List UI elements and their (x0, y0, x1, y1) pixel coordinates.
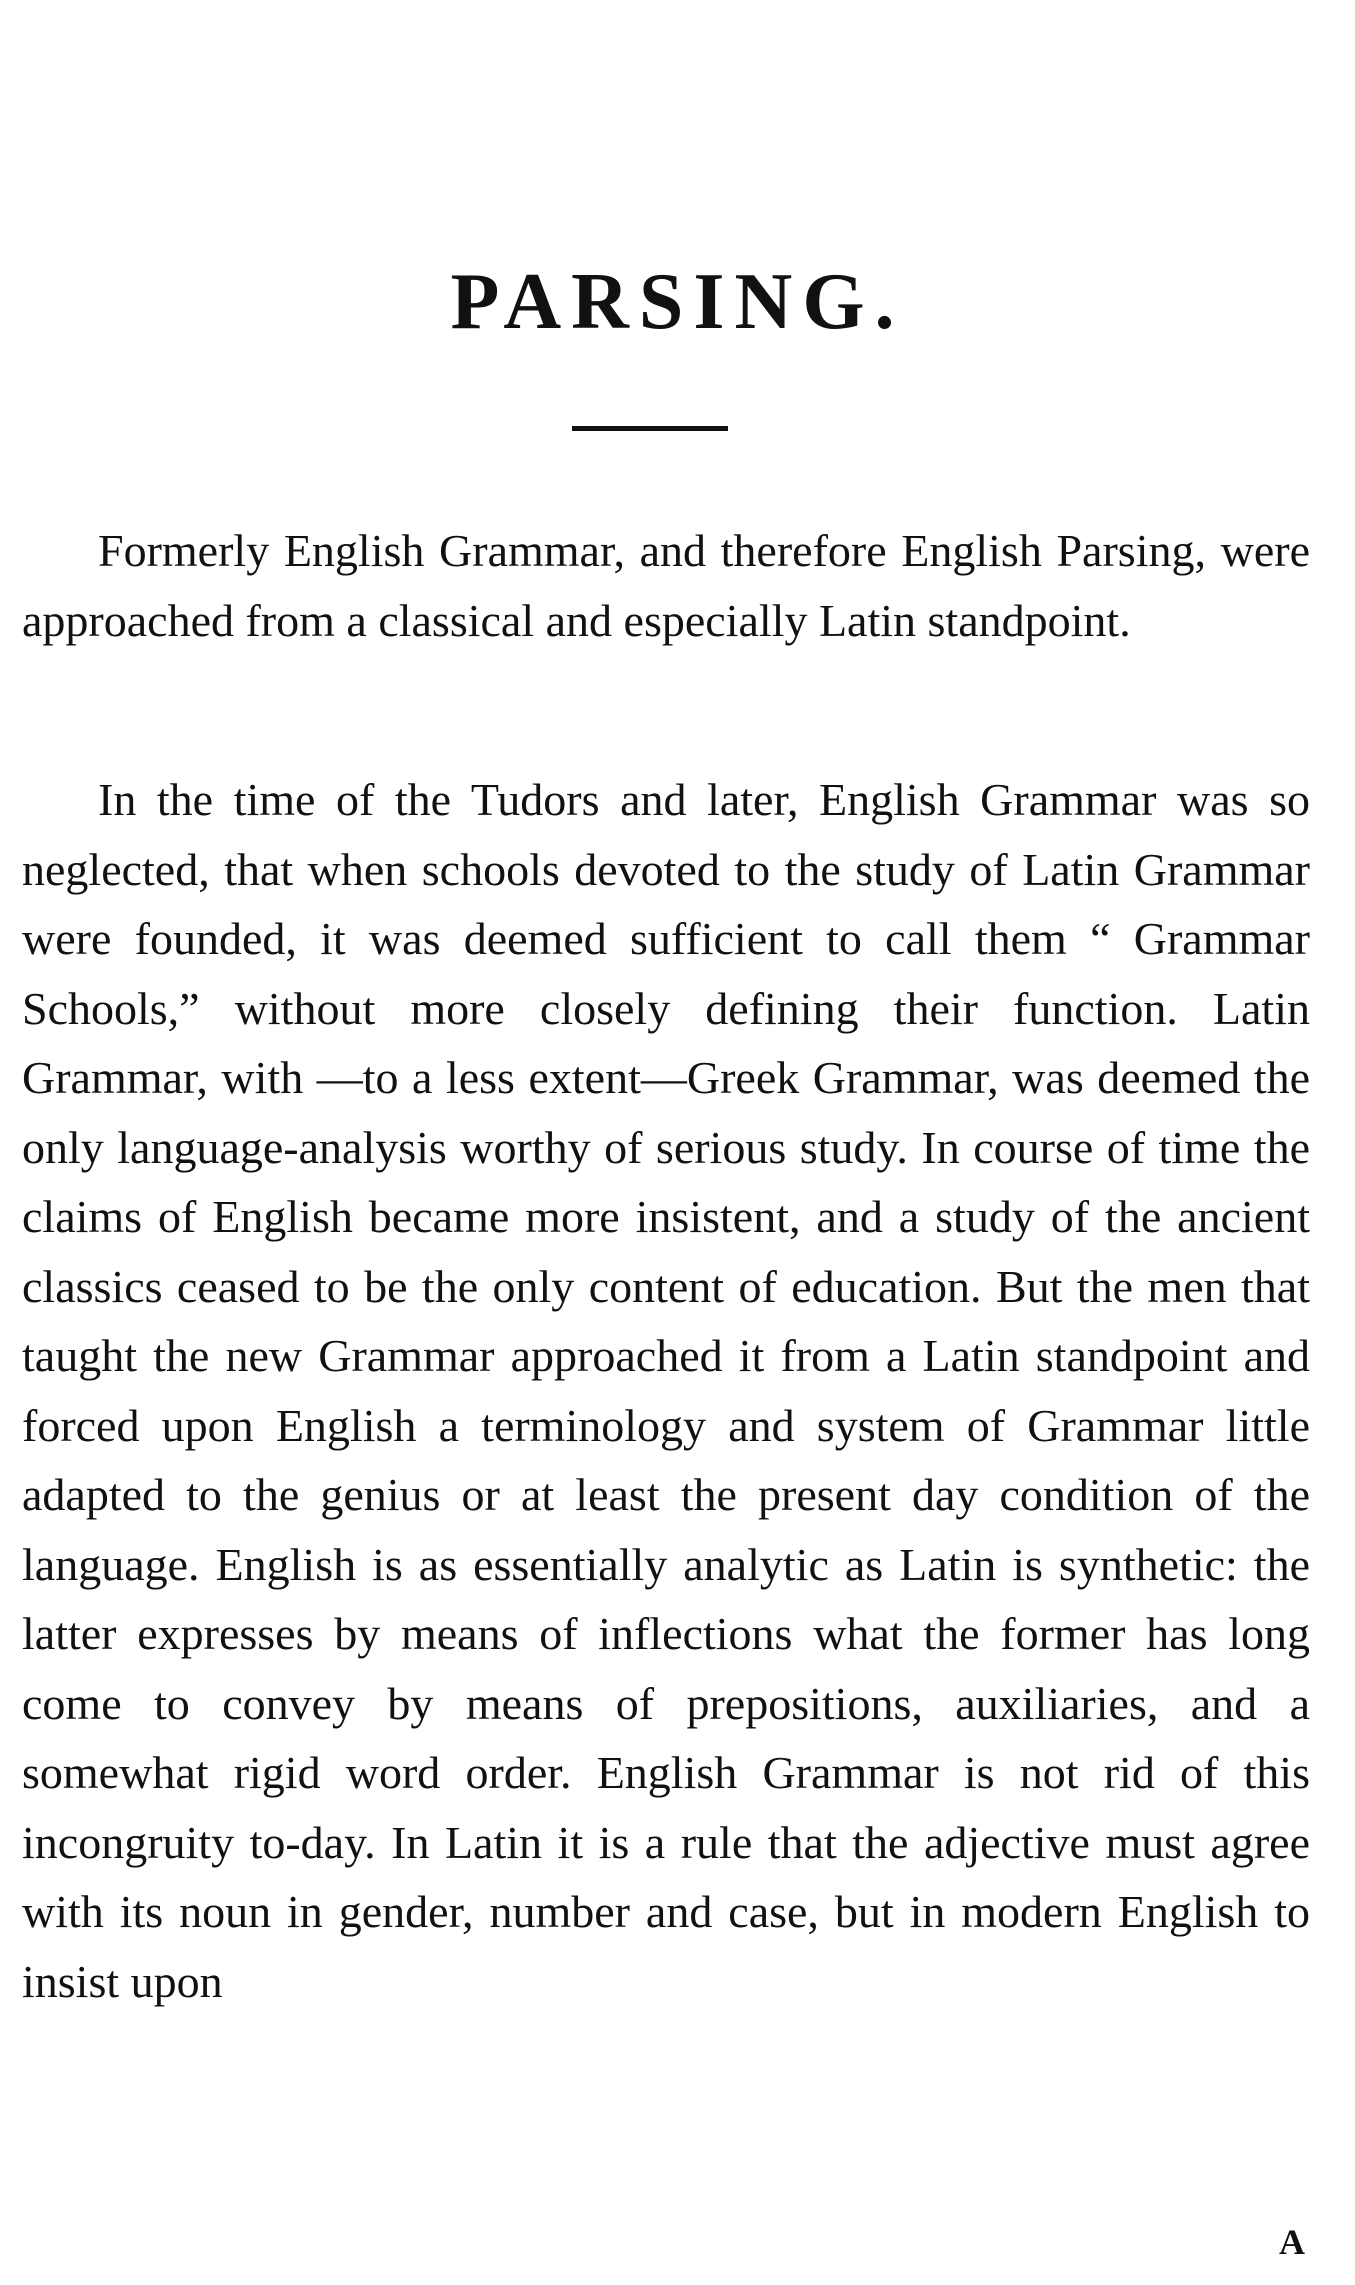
signature-mark: A (1279, 2222, 1305, 2262)
paragraph-2: In the time of the Tudors and later, English Grammar was so neglected, that when schools devoted to the study of Latin Grammar were founded, it was deemed sufficient to call them “ Grammar Schools,” without more closely defining their function. Latin Grammar, with —to a less extent—Greek Grammar, was deemed the only language-analysis worthy of serious study. In course of time the claims of English became more insistent, and a study of the ancient classics ceased to be the only content of education. But the men that taught the new Grammar approached it from a Latin standpoint and forced upon English a terminology and system of Grammar little adapted to the genius or at least the present day condition of the language. English is as essentially analytic as Latin is synthetic: the latter expresses by means of inflections what the former has long come to convey by means of prepositions, auxiliaries, and a somewhat rigid word order. English Grammar is not rid of this incongruity to-day. In Latin it is a rule that the adjective must agree with its noun in gender, number and case, but in modern English to insist upon (22, 774, 1310, 2007)
title-divider (572, 426, 728, 431)
paragraph-1: Formerly English Grammar, and therefore English Parsing, were approached from a classical and especially Latin standpoint. (22, 525, 1310, 646)
page-title: PARSING. (450, 258, 905, 346)
